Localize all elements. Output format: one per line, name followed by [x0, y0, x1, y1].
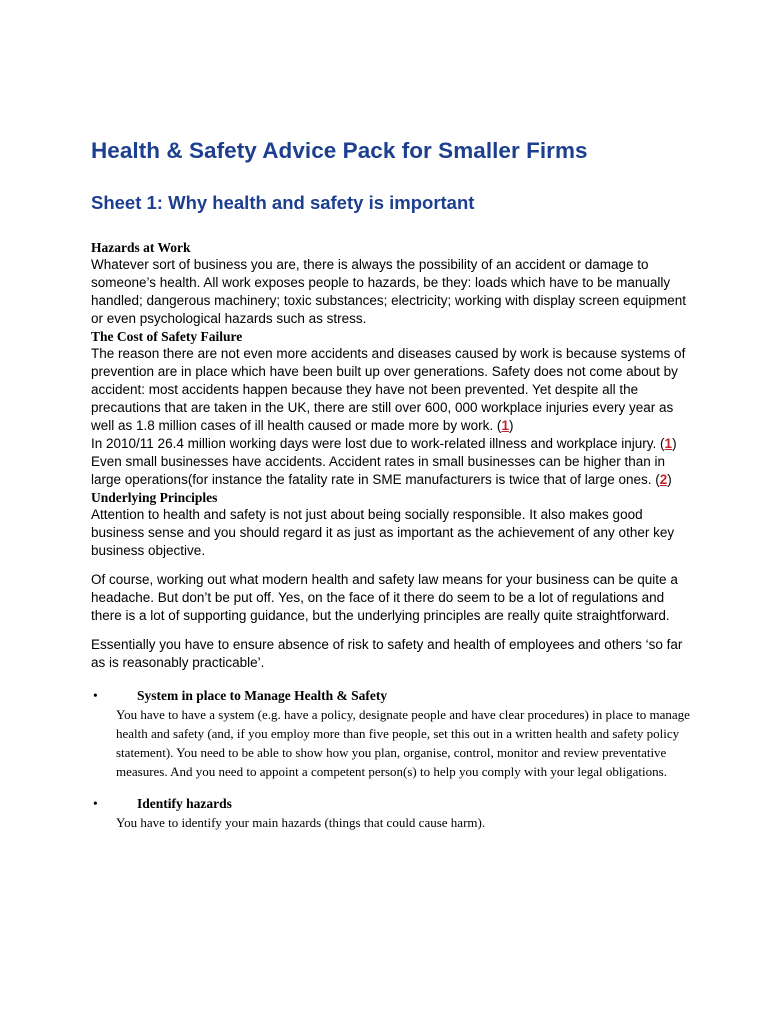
cost-paragraph-2 [91, 435, 691, 453]
document-content [91, 136, 691, 832]
paren-close: ) [508, 418, 514, 433]
cost-paragraph-1 [91, 345, 691, 435]
bullet-item [91, 687, 691, 781]
bullet-icon: • [93, 688, 98, 703]
footnote-ref-link[interactable]: 1 [664, 436, 673, 451]
principles-paragraph-3: Essentially you have to ensure absence of risk to safety and health of employees and others ‘so far as is reasonably practicable’. [91, 637, 683, 670]
hazards-heading: Hazards at Work [91, 240, 191, 255]
cost-paragraph-3-text: Even small businesses have accidents. Accident rates in small businesses can be higher than in large operations(for instance the fatality rate in SME manufacturers is twice that of large ones. ( [91, 454, 666, 487]
principles-paragraph-1: Attention to health and safety is not just about being socially responsible. It also makes good business sense and you should regard it as just as important as the achievement of any other key business objective. [91, 507, 675, 558]
paren-close: ) [672, 436, 677, 451]
footnote-ref-link[interactable]: 2 [659, 472, 668, 487]
bullet-item [91, 795, 691, 832]
paren-close: ) [667, 472, 672, 487]
principles-heading: Underlying Principles [91, 490, 218, 505]
footnote-ref-link[interactable]: 1 [501, 418, 509, 433]
bullet-heading: System in place to Manage Health & Safety [137, 688, 388, 703]
sheet-title: Sheet 1: Why health and safety is important [91, 192, 475, 213]
cost-paragraph-3 [91, 453, 691, 489]
hazards-paragraph: Whatever sort of business you are, there is always the possibility of an accident or damage to someone’s health. All work exposes people to hazards, be they: loads which have to be manually handled; dangerous machinery; toxic substances; electricity; working with display screen equipment or even psychological hazards such as stress. [91, 257, 687, 326]
cost-heading: The Cost of Safety Failure [91, 329, 243, 344]
cost-paragraph-2-text: In 2010/11 26.4 million working days were lost due to work-related illness and workplace injury. ( [91, 436, 665, 451]
principles-paragraph-2: Of course, working out what modern health and safety law means for your business can be quite a headache. But don’t be put off. Yes, on the face of it there do seem to be a lot of regulations and there is a lot of supporting guidance, but the underlying principles are really quite straightforward. [91, 572, 678, 623]
document-title: Health & Safety Advice Pack for Smaller Firms [91, 138, 588, 163]
bullet-heading: Identify hazards [137, 796, 232, 811]
bullet-text: You have to have a system (e.g. have a policy, designate people and have clear procedures) in place to manage health and safety (and, if you employ more than five people, set this out in a written health and safety policy statement). You need to be able to show how you plan, organise, control, monitor and review preventative measures. And you need to appoint a competent person(s) to help you comply with your legal obligations. [116, 707, 690, 779]
cost-paragraph-1-text: The reason there are not even more accidents and diseases caused by work is because systems of prevention are in place which have been built up over generations. Safety does not come about by accident: most accidents happen because they have not been prevented. Yet despite all the precautions that are taken in the UK, there are still over 600, 000 workplace injuries every year as well as 1.8 million cases of ill health caused or made more by work. ( [91, 346, 686, 433]
bullet-icon: • [93, 796, 98, 811]
bullet-text: You have to identify your main hazards (things that could cause harm). [116, 815, 486, 830]
